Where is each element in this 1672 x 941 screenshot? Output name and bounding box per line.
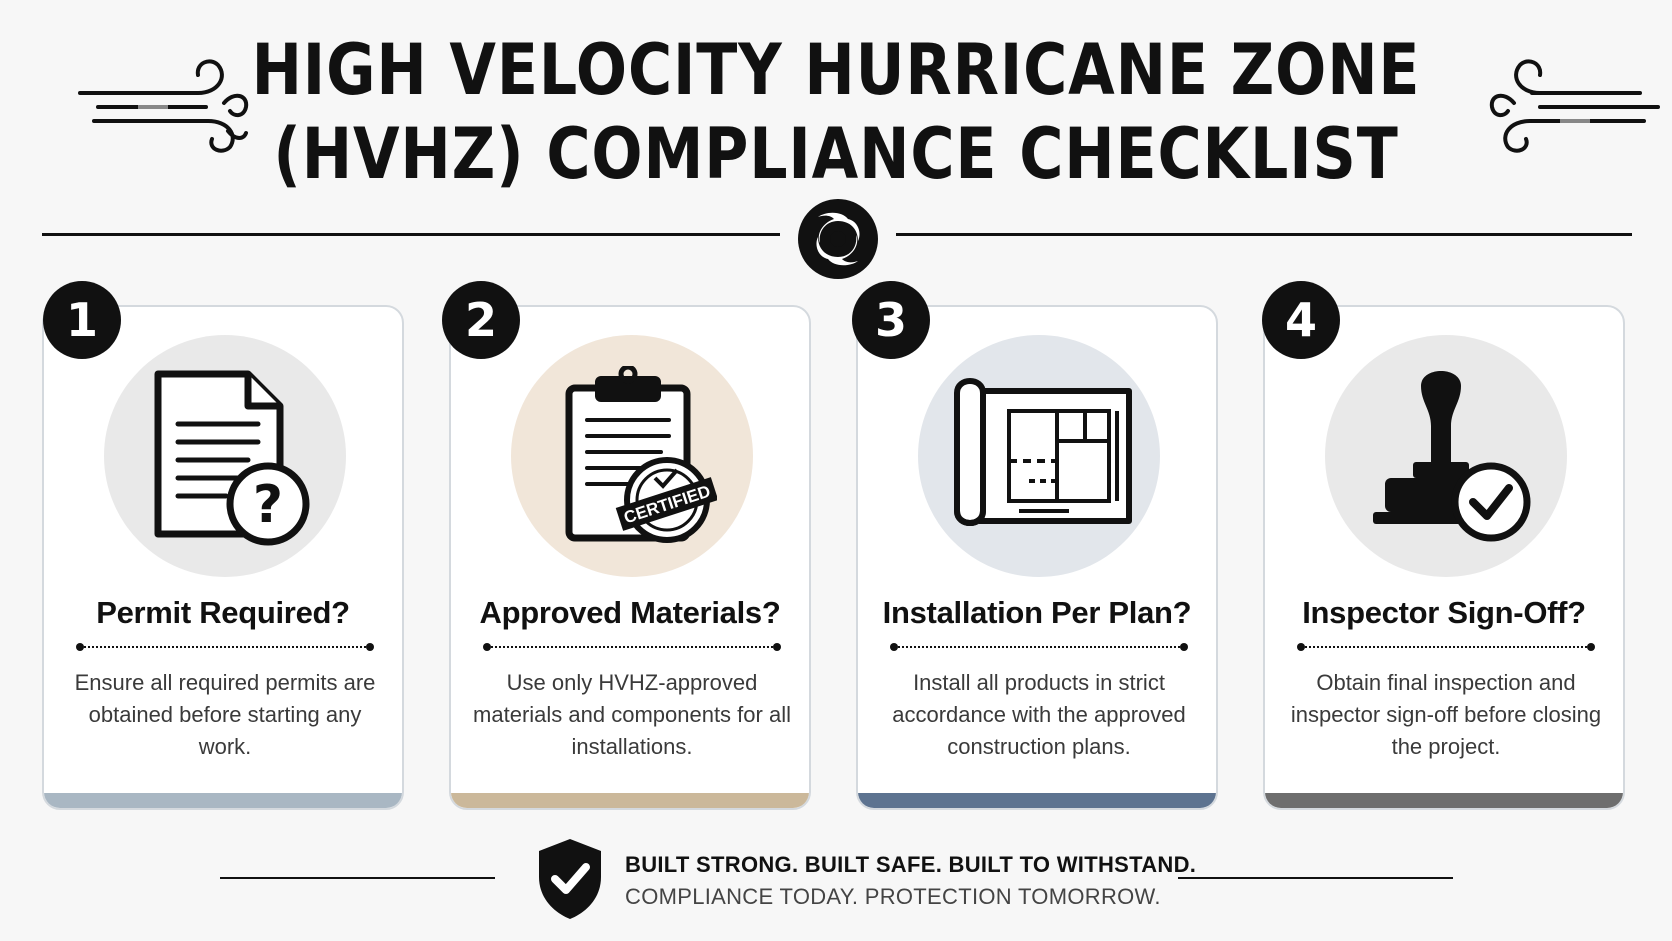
hurricane-icon bbox=[798, 199, 878, 279]
card-divider bbox=[894, 646, 1184, 648]
blueprint-icon bbox=[939, 371, 1139, 541]
checklist-card-inspector bbox=[1263, 305, 1625, 810]
header-divider-left bbox=[42, 233, 780, 236]
svg-text:?: ? bbox=[252, 475, 284, 535]
card-divider bbox=[487, 646, 777, 648]
footer-subtagline: COMPLIANCE TODAY. PROTECTION TOMORROW. bbox=[625, 884, 1161, 909]
card-icon-circle bbox=[918, 335, 1160, 577]
card-accent-bar bbox=[44, 793, 402, 808]
footer-tagline: BUILT STRONG. BUILT SAFE. BUILT TO WITHSTAND. bbox=[625, 852, 1197, 877]
header-divider-right bbox=[896, 233, 1632, 236]
certified-label: CERTIFIED bbox=[621, 481, 713, 528]
step-number-badge: 3 bbox=[852, 281, 930, 359]
checklist-card-materials bbox=[449, 305, 811, 810]
card-description: Ensure all required permits are obtained before starting any work. bbox=[74, 670, 376, 759]
card-description: Obtain final inspection and inspector sign-off before closing the project. bbox=[1290, 670, 1602, 759]
card-divider bbox=[80, 646, 370, 648]
card-accent-bar bbox=[451, 793, 809, 808]
step-number-badge: 2 bbox=[442, 281, 520, 359]
card-divider bbox=[1301, 646, 1591, 648]
document-question-icon bbox=[140, 366, 310, 546]
stamp-check-icon bbox=[1351, 366, 1541, 546]
card-description: Install all products in strict accordance with the approved construction plans. bbox=[892, 670, 1186, 759]
card-icon-circle bbox=[1325, 335, 1567, 577]
page-title bbox=[117, 28, 1555, 196]
clipboard-certified-icon bbox=[547, 366, 717, 546]
step-number-badge: 4 bbox=[1262, 281, 1340, 359]
title-line-1: HIGH VELOCITY HURRICANE ZONE bbox=[251, 29, 1421, 111]
card-title: Approved Materials? bbox=[479, 595, 781, 630]
card-icon-circle bbox=[511, 335, 753, 577]
checklist-card-permit bbox=[42, 305, 404, 810]
card-title: Permit Required? bbox=[96, 595, 350, 630]
card-accent-bar bbox=[1265, 793, 1623, 808]
step-number-badge: 1 bbox=[43, 281, 121, 359]
wind-gust-icon bbox=[1480, 55, 1660, 165]
card-icon-circle bbox=[104, 335, 346, 577]
footer-divider-right bbox=[1178, 877, 1453, 879]
card-title: Inspector Sign-Off? bbox=[1302, 595, 1586, 630]
title-line-2: (HVHZ) COMPLIANCE CHECKLIST bbox=[273, 113, 1399, 195]
card-accent-bar bbox=[858, 793, 1216, 808]
wind-gust-icon bbox=[78, 55, 258, 165]
footer-divider-left bbox=[220, 877, 495, 879]
card-description: Use only HVHZ-approved materials and components for all installations. bbox=[473, 670, 791, 759]
checklist-card-installation bbox=[856, 305, 1218, 810]
card-title: Installation Per Plan? bbox=[882, 595, 1192, 630]
shield-check-icon bbox=[535, 837, 605, 921]
